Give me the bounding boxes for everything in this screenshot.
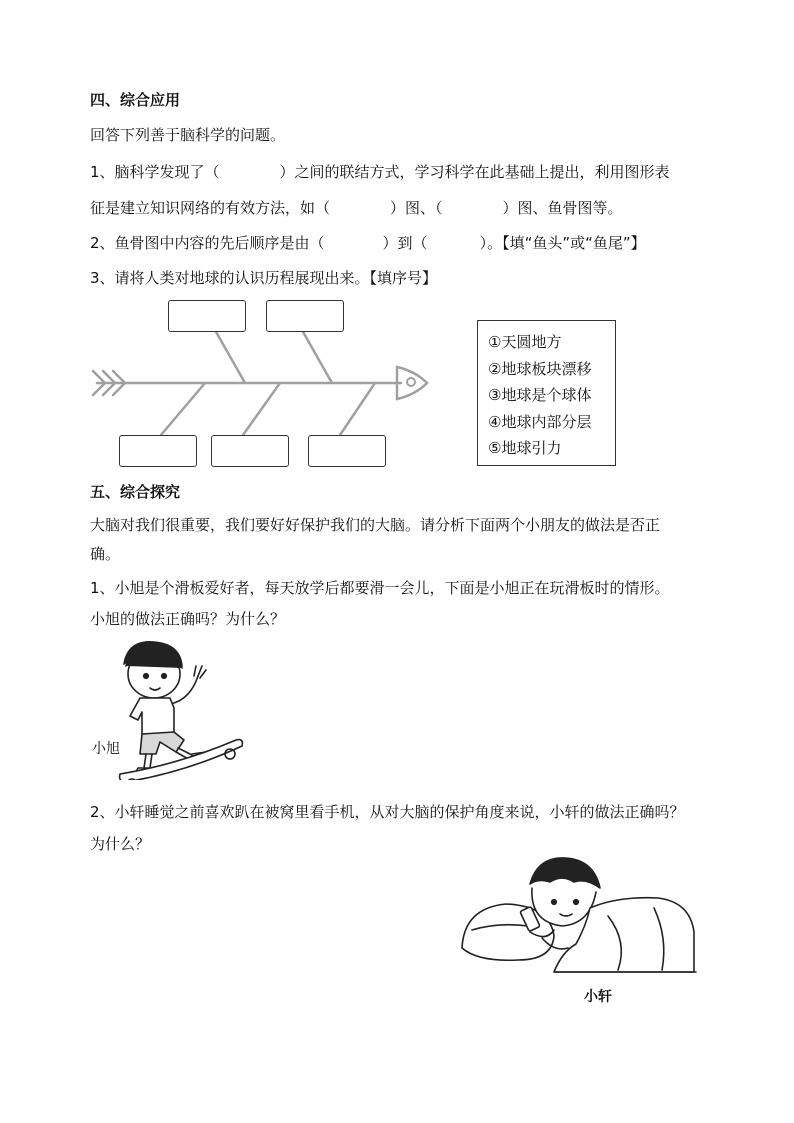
options-list	[477, 320, 616, 466]
option-4: ④地球内部分层	[488, 412, 592, 431]
q1-text-d: ）图、（	[390, 199, 443, 217]
section4-intro: 回答下列善于脑科学的问题。	[90, 126, 286, 144]
option-3: ③地球是个球体	[488, 386, 592, 404]
q1-text-b: ）之间的联结方式，学习科学在此基础上提出，利用图形表	[279, 163, 670, 181]
fishbone-bone-upper-2	[302, 330, 332, 383]
option-5: ⑤地球引力	[488, 439, 562, 457]
q2-text-a: 2、鱼骨图中内容的先后顺序是由（	[90, 234, 325, 252]
fishbone-answer-box-1[interactable]	[168, 300, 246, 332]
question-1-line2	[90, 198, 623, 218]
question-3: 3、请将人类对地球的认识历程展现出来。【填序号】	[90, 269, 438, 287]
section4-heading: 四、综合应用	[90, 91, 181, 109]
fishbone-bone-lower-1	[161, 383, 205, 435]
option-2: ②地球板块漂移	[488, 359, 592, 378]
section5-heading: 五、综合探究	[90, 483, 181, 501]
fishbone-answer-box-3[interactable]	[119, 435, 197, 467]
question-1-line1	[90, 162, 670, 182]
fishbone-eye	[407, 378, 415, 386]
fishbone-bone-lower-3	[340, 383, 375, 435]
boy-in-bed-illustration	[458, 852, 698, 982]
caption-xiaoxuan: 小轩	[584, 989, 612, 1005]
section5-intro-line1: 大脑对我们很重要，我们要好好保护我们的大脑。请分析下面两个小朋友的做法是否正	[90, 516, 661, 534]
option-1: ①天圆地方	[488, 333, 562, 351]
fishbone-bone-lower-2	[243, 383, 280, 435]
section5-q2-line2: 为什么？	[90, 835, 151, 853]
fishbone-answer-box-4[interactable]	[211, 435, 289, 467]
skateboard-boy-illustration	[110, 636, 250, 780]
section5-q1-line1: 1、小旭是个滑板爱好者，每天放学后都要滑一会儿，下面是小旭正在玩滑板时的情形。	[90, 579, 670, 597]
fishbone-answer-box-5[interactable]	[308, 435, 386, 467]
q1-text-a: 1、脑科学发现了（	[90, 163, 220, 181]
fishbone-answer-box-2[interactable]	[266, 300, 344, 332]
section5-intro-line2: 确。	[90, 545, 121, 563]
q2-text-b: ）到（	[382, 234, 428, 252]
section5-q1-line2: 小旭的做法正确吗？为什么？	[90, 610, 286, 628]
fishbone-bone-upper-1	[215, 330, 245, 383]
section5-q2-line1: 2、小轩睡觉之前喜欢趴在被窝里看手机，从对大脑的保护角度来说，小轩的做法正确吗？	[90, 803, 685, 821]
q1-text-c: 征是建立知识网络的有效方法，如（	[90, 199, 331, 217]
caption-xiaoxu: 小旭	[92, 741, 120, 757]
q2-text-c: ）。【填“鱼头”或“鱼尾”】	[479, 234, 646, 252]
question-2	[90, 233, 646, 253]
q1-text-e: ）图、鱼骨图等。	[502, 199, 623, 217]
